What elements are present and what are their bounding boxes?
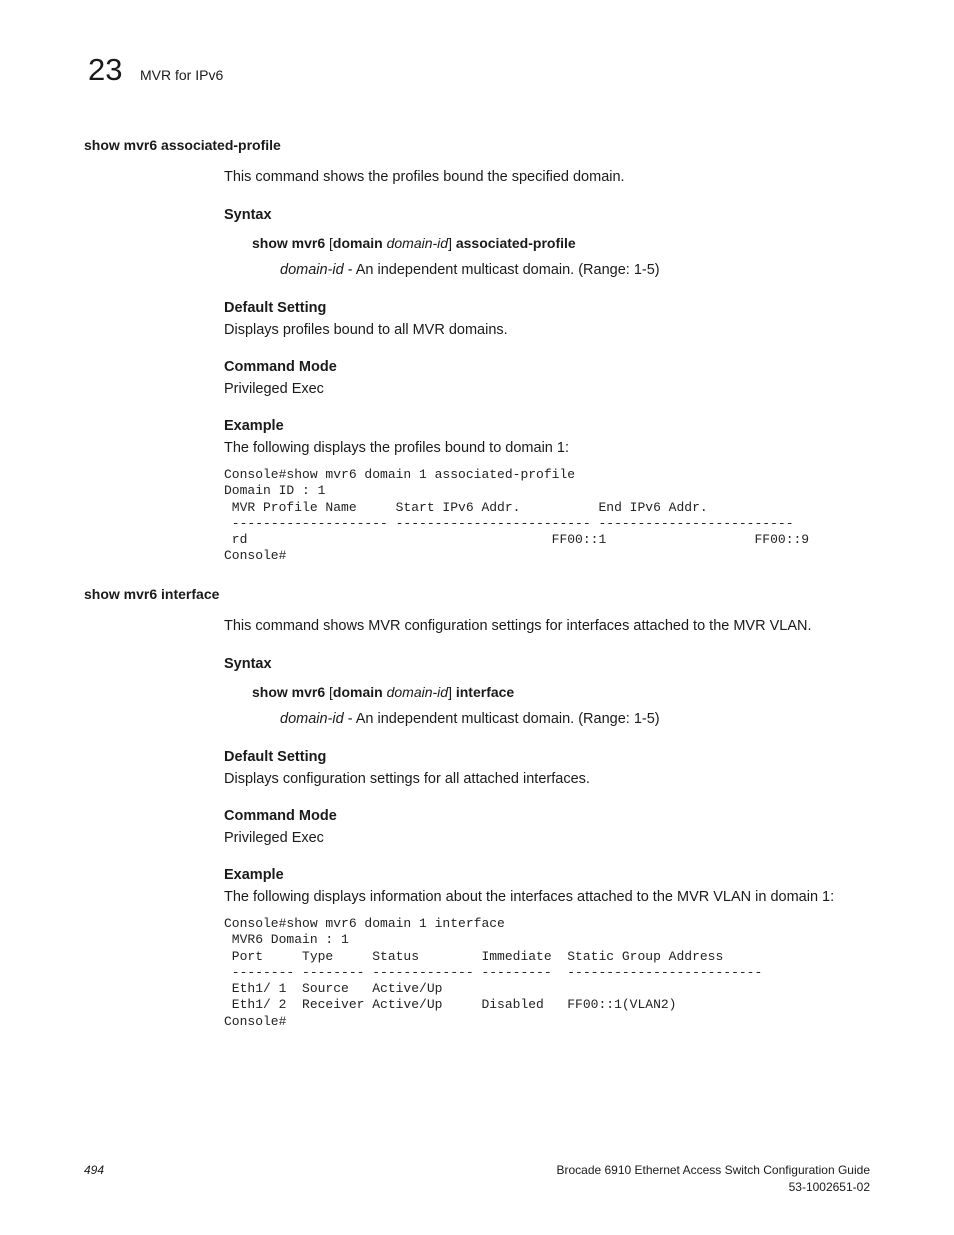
syntax-tail: interface [455,684,515,700]
syntax-bracket-open: [ [325,235,333,251]
example-text: The following displays information about the interfaces attached to the MVR VLAN in domain 1: [224,889,835,905]
syntax-heading: Syntax [224,656,272,672]
parameter-name: domain-id [280,262,344,278]
syntax-argument: domain-id [386,235,449,251]
command-description: This command shows MVR configuration settings for interfaces attached to the MVR VLAN. [224,618,812,634]
default-setting-text: Displays profiles bound to all MVR domains. [224,322,508,338]
command-description: This command shows the profiles bound the specified domain. [224,169,625,185]
code-example: Console#show mvr6 domain 1 interface MVR6 Domain : 1 Port Type Status Immediate Static Group Address -------- -------- ------------- --------- ------------------------- Eth1/ 1 Source Active/Up Eth1/ 2 Receiver Active/Up Disabled FF00::1(VLAN2) Console# [224,916,763,1029]
parameter-description [280,261,660,279]
syntax-line [252,234,576,252]
default-setting-heading: Default Setting [224,300,327,316]
syntax-bracket-close: ] [448,235,456,251]
code-example: Console#show mvr6 domain 1 associated-profile Domain ID : 1 MVR Profile Name Start IPv6 Addr. End IPv6 Addr. -------------------- ------------------------- ------------------------- rd FF00::1 FF00::9 Console# [224,467,810,564]
chapter-title: MVR for IPv6 [140,67,224,83]
syntax-command: show mvr6 [252,235,326,251]
syntax-heading: Syntax [224,207,272,223]
footer-doc-title: Brocade 6910 Ethernet Access Switch Configuration Guide [556,1163,870,1177]
example-text: The following displays the profiles bound to domain 1: [224,440,569,456]
syntax-command: show mvr6 [252,684,326,700]
command-mode-text: Privileged Exec [224,381,324,397]
page-number: 494 [84,1163,105,1177]
syntax-argument: domain-id [386,684,449,700]
example-heading: Example [224,867,284,883]
command-title: show mvr6 associated-profile [84,137,281,153]
parameter-text: - An independent multicast domain. (Range: 1-5) [343,711,660,727]
syntax-line [252,683,514,701]
syntax-bracket-open: [ [325,684,333,700]
command-mode-heading: Command Mode [224,359,337,375]
syntax-keyword: domain [332,235,383,251]
command-title: show mvr6 interface [84,586,220,602]
footer-doc-number: 53-1002651-02 [788,1180,870,1194]
parameter-name: domain-id [280,711,344,727]
command-mode-heading: Command Mode [224,808,337,824]
chapter-number: 23 [88,52,123,87]
syntax-tail: associated-profile [455,235,576,251]
default-setting-heading: Default Setting [224,749,327,765]
example-heading: Example [224,418,284,434]
syntax-keyword: domain [332,684,383,700]
parameter-description [280,710,660,728]
syntax-bracket-close: ] [448,684,456,700]
parameter-text: - An independent multicast domain. (Range: 1-5) [343,262,660,278]
default-setting-text: Displays configuration settings for all attached interfaces. [224,771,590,787]
command-mode-text: Privileged Exec [224,830,324,846]
